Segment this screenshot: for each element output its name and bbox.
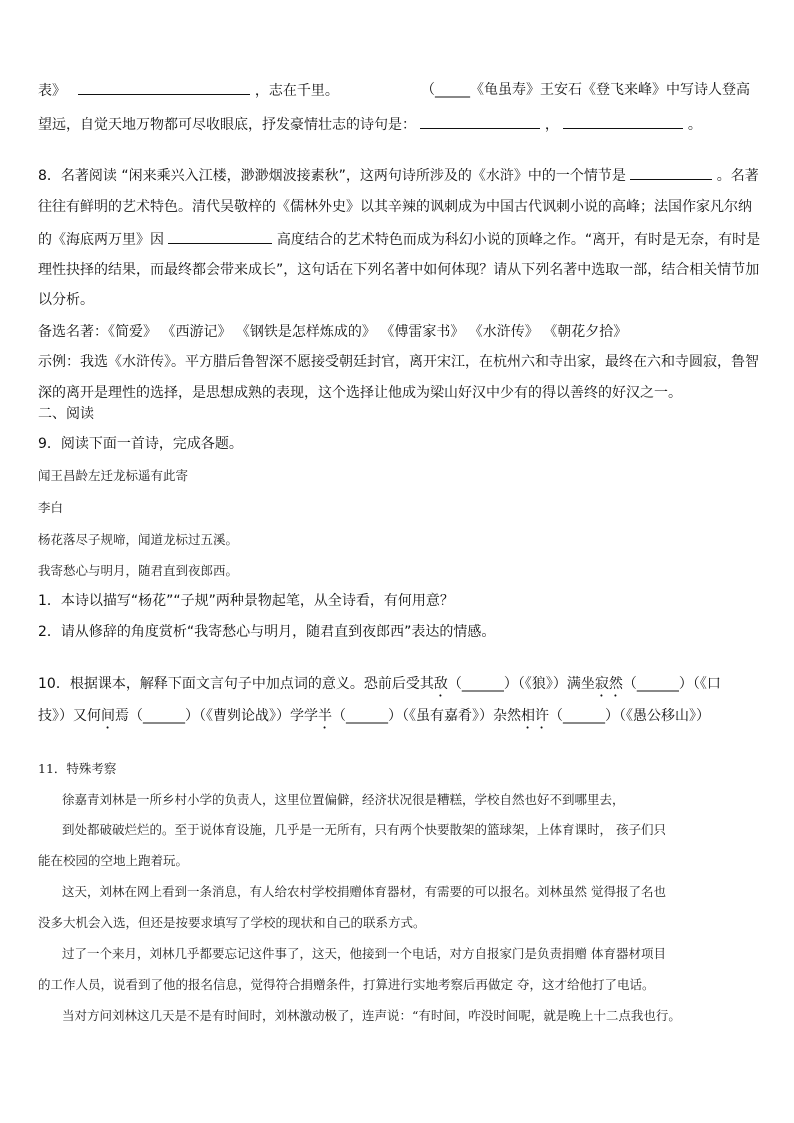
q8-line-1 (38, 165, 759, 186)
answer-blank[interactable] (563, 114, 683, 129)
q8-example-1: 示例：我选《水浒传》。平方腊后鲁智深不愿接受朝廷封官，离开宋江，在杭州六和寺出家，最终在六和寺圆寂，鲁智 (38, 354, 759, 370)
q9-subquestion-1: 1．本诗以描写“杨花”“子规”两种景物起笔，从全诗看，有何用意？ (38, 593, 454, 609)
q10-text: （______）（《狼》）满坐 (447, 676, 595, 692)
q8-line-2: 往往有鲜明的艺术特色。清代吴敬梓的《儒林外史》以其辛辣的讽刺成为中国古代讽刺小说的高峰；法国作家凡尔纳 (38, 199, 752, 215)
q8-options: 备选名著：《简爱》 《西游记》 《钢铁是怎样炼成的》 《傅雷家书》 《水浒传》 《朝花夕拾》 (38, 324, 628, 340)
q10-line-1 (38, 674, 721, 700)
q11-paragraph-line: 徐嘉青刘林是一所乡村小学的负责人，这里位置偏僻，经济状况很是糟糕，学校自然也好不到哪里去， (62, 792, 625, 807)
q10-text: （______）（《愚公移山》） (549, 708, 710, 724)
q7-separator: ， (544, 117, 559, 133)
dotted-word: 敌 (433, 676, 448, 692)
q8-line-4: 理性抉择的结果，而最终都会带来成长”，这句话在下列名著中如何体现？请从下列名著中选取一部，结合相关情节加 (38, 262, 760, 278)
q7-right-text: （_____《龟虽寿》王安石《登飞来峰》中写诗人登高 (421, 82, 750, 98)
q8-text: 。名著 (716, 168, 759, 184)
q9-intro: 9．阅读下面一首诗，完成各题。 (38, 436, 243, 452)
section-heading: 二、阅读 (38, 406, 94, 422)
q7-end: 。 (687, 117, 702, 133)
q8-text: 的《海底两万里》因 (38, 232, 164, 248)
q11-paragraph-line: 的工作人员，说看到了他的报名信息，觉得符合捐赠条件，打算进行实地考察后再做定 夺，这才给他打了电话。 (38, 977, 655, 992)
q10-text: 焉（______）（《曹刿论战》）学学 (115, 708, 318, 724)
q7-line-1 (38, 80, 758, 101)
poem-title: 闻王昌龄左迁龙标遥有此寄 (38, 468, 189, 483)
q7-prompt: 望远，自觉天地万物都可尽收眼底，抒发豪情壮志的诗句是： (38, 117, 416, 133)
dotted-word: 半 (318, 708, 332, 724)
q8-line-3 (38, 229, 760, 250)
q7-prefix: 表》 (38, 83, 66, 99)
q11-paragraph-line: 当对方问刘林这几天是不是有时间时，刘林激动极了，连声说：“有时间，咋没时间呢，就是晚上十二点我也行。 (62, 1008, 681, 1023)
dotted-word: 相许 (521, 708, 549, 724)
poem-line-2: 我寄愁心与明月，随君直到夜郎西。 (38, 563, 239, 578)
q9-subquestion-2: 2．请从修辞的角度赏析“我寄愁心与明月，随君直到夜郎西”表达的情感。 (38, 624, 496, 640)
answer-blank[interactable] (78, 80, 250, 95)
dotted-word: 间 (101, 708, 115, 724)
q8-example-2: 深的离开是理性的选择，是思想成熟的表现，这个选择让他成为梁山好汉中少有的得以善终的好汉之一。 (38, 385, 682, 401)
q11-title: 11．特殊考察 (38, 761, 117, 776)
q11-paragraph-line: 过了一个来月，刘林几乎都要忘记这件事了，这天，他接到一个电话，对方自报家门是负责捐赠 体育器材项目 (62, 946, 666, 961)
answer-blank[interactable] (420, 114, 540, 129)
q8-text: 8．名著阅读 “闲来乘兴入江楼，渺渺烟波接素秋”，这两句诗所涉及的《水浒》中的一个情节是 (38, 168, 626, 184)
q10-line-2 (38, 706, 710, 732)
q11-paragraph-line: 这天，刘林在网上看到一条消息，有人给农村学校捐赠体育器材，有需要的可以报名。刘林虽然 觉得报了名也 (62, 884, 666, 899)
poem-author: 李白 (38, 500, 64, 515)
q11-paragraph-line: 没多大机会入选，但还是按要求填写了学校的现状和自己的联系方式。 (38, 915, 426, 930)
q8-line-5: 以分析。 (38, 292, 94, 308)
q10-text: 技》）又何 (38, 708, 101, 724)
q10-text: （______）（《口 (622, 676, 721, 692)
q11-paragraph-line: 到处都破破烂烂的。至于说体育设施，几乎是一无所有，只有两个快要散架的篮球架，上体育课时， 孩子们只 (62, 822, 666, 837)
q8-text: 高度结合的艺术特色而成为科幻小说的顶峰之作。“离开，有时是无奈，有时是 (276, 232, 761, 248)
q7-line-2 (38, 114, 702, 135)
q10-text: （______）（《虽有嘉肴》）杂然 (332, 708, 521, 724)
dotted-word: 寂然 (594, 676, 623, 692)
poem-line-1: 杨花落尽子规啼，闻道龙标过五溪。 (38, 532, 239, 547)
q11-paragraph-line: 能在校园的空地上跑着玩。 (38, 853, 189, 868)
answer-blank[interactable] (630, 165, 712, 180)
answer-blank[interactable] (168, 229, 272, 244)
q10-text: 10．根据课本，解释下面文言句子中加点词的意义。恐前后受其 (38, 676, 434, 692)
q7-text: ，志在千里。 (254, 83, 339, 99)
